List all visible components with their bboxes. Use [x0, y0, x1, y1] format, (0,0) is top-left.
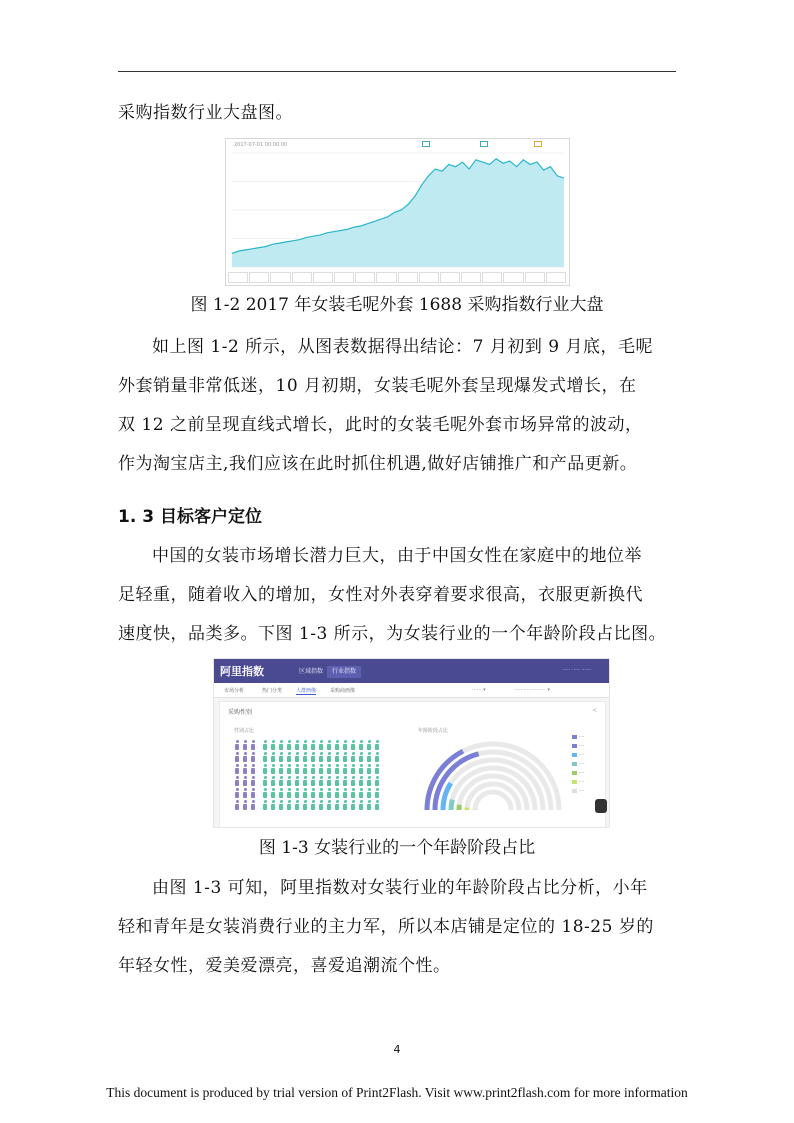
- female-person-icon: [294, 752, 300, 762]
- month-cell[interactable]: [355, 272, 375, 283]
- male-person-icon: [234, 752, 240, 762]
- female-person-icon: [302, 740, 308, 750]
- header-rule: [118, 71, 676, 72]
- month-cell[interactable]: [546, 272, 566, 283]
- legend-swatch: [572, 780, 577, 784]
- female-person-icon: [318, 788, 324, 798]
- text-line: 中国的女装市场增长潜力巨大，由于中国女性在家庭中的地位举: [152, 546, 642, 566]
- ali-index-logo: 阿里指数: [220, 665, 264, 678]
- female-person-icon: [342, 776, 348, 786]
- female-person-icon: [262, 800, 268, 810]
- female-person-icon: [270, 800, 276, 810]
- month-cell[interactable]: [228, 272, 248, 283]
- month-selector[interactable]: [228, 272, 567, 283]
- female-person-icon: [366, 800, 372, 810]
- female-person-icon: [334, 800, 340, 810]
- page-number: 4: [393, 1043, 401, 1056]
- legend-swatch: [572, 762, 577, 766]
- paragraph-conclusion: [118, 869, 712, 986]
- female-person-icon: [342, 764, 348, 774]
- female-person-icon: [326, 776, 332, 786]
- legend-row: ····: [572, 777, 584, 786]
- female-person-icon: [262, 740, 268, 750]
- female-person-icon: [350, 752, 356, 762]
- female-person-icon: [294, 788, 300, 798]
- female-person-icon: [342, 788, 348, 798]
- female-person-icon: [286, 740, 292, 750]
- text-line: 年轻女性，爱美爱漂亮，喜爱追潮流个性。: [118, 956, 451, 976]
- female-person-icon: [334, 740, 340, 750]
- subtab-crowd-profile[interactable]: 人群画像: [296, 688, 317, 694]
- legend-swatch: [572, 789, 577, 793]
- month-cell[interactable]: [334, 272, 354, 283]
- female-person-icon: [342, 752, 348, 762]
- month-cell[interactable]: [398, 272, 418, 283]
- month-cell[interactable]: [440, 272, 460, 283]
- purchase-index-area-chart: [226, 139, 569, 285]
- legend-swatch: [572, 744, 577, 748]
- female-person-icon: [358, 788, 364, 798]
- female-person-icon: [350, 764, 356, 774]
- female-person-icon: [358, 776, 364, 786]
- age-semicircle-chart: [418, 738, 568, 818]
- figure-1-2-purchase-index-chart: [225, 138, 570, 286]
- female-person-icon: [318, 776, 324, 786]
- month-cell[interactable]: [376, 272, 396, 283]
- top-nav-bar: [214, 659, 609, 683]
- legend-row: ····: [572, 786, 584, 795]
- legend-row: ····: [572, 768, 584, 777]
- text-line: 由图 1-3 可知，阿里指数对女装行业的年龄阶段占比分析，小年: [152, 878, 648, 898]
- text-line: 作为淘宝店主,我们应该在此时抓住机遇,做好店铺推广和产品更新。: [118, 454, 638, 474]
- male-person-icon: [242, 788, 248, 798]
- month-cell[interactable]: [249, 272, 269, 283]
- month-cell[interactable]: [270, 272, 290, 283]
- female-person-icon: [270, 752, 276, 762]
- intro-line: 采购指数行业大盘图。: [118, 103, 293, 123]
- male-person-icon: [250, 764, 256, 774]
- age-legend: [572, 732, 584, 795]
- month-cell[interactable]: [292, 272, 312, 283]
- figure-1-2-caption: 图 1-2 2017 年女装毛呢外套 1688 采购指数行业大盘: [190, 295, 604, 315]
- female-person-icon: [358, 752, 364, 762]
- text-line: 足轻重，随着收入的增加，女性对外表穿着要求很高，衣服更新换代: [118, 585, 643, 605]
- female-person-icon: [350, 800, 356, 810]
- female-person-icon: [286, 800, 292, 810]
- female-person-icon: [358, 740, 364, 750]
- month-cell[interactable]: [482, 272, 502, 283]
- female-person-icon: [342, 740, 348, 750]
- female-person-icon: [262, 752, 268, 762]
- month-cell[interactable]: [461, 272, 481, 283]
- legend-swatch: [572, 735, 577, 739]
- female-person-icon: [318, 740, 324, 750]
- female-person-icon: [326, 752, 332, 762]
- female-person-icon: [342, 800, 348, 810]
- male-person-icon: [242, 752, 248, 762]
- female-person-icon: [366, 776, 372, 786]
- paragraph-analysis: [118, 328, 712, 484]
- figure-1-3-age-distribution-screenshot: [213, 658, 610, 828]
- age-arc-value: [451, 800, 452, 810]
- text-line: 如上图 1-2 所示，从图表数据得出结论：7 月初到 9 月底，毛呢: [152, 337, 654, 357]
- female-person-icon: [366, 740, 372, 750]
- male-person-icon: [250, 740, 256, 750]
- section-heading: 1. 3 目标客户定位: [118, 507, 262, 527]
- female-person-icon: [294, 740, 300, 750]
- female-person-icon: [350, 740, 356, 750]
- female-person-icon: [262, 788, 268, 798]
- chart-timestamp: 2017-07-01 00:00:00: [234, 142, 288, 148]
- age-ratio-label: 年龄阶段占比: [418, 728, 449, 734]
- female-person-icon: [310, 788, 316, 798]
- female-person-icon: [286, 776, 292, 786]
- female-person-icon: [286, 764, 292, 774]
- male-person-icon: [242, 800, 248, 810]
- female-person-icon: [326, 764, 332, 774]
- female-person-icon: [302, 788, 308, 798]
- male-person-icon: [242, 764, 248, 774]
- female-person-icon: [278, 800, 284, 810]
- female-person-icon: [326, 740, 332, 750]
- female-person-icon: [374, 764, 380, 774]
- female-person-icon: [374, 800, 380, 810]
- female-person-icon: [286, 752, 292, 762]
- female-person-icon: [278, 740, 284, 750]
- male-person-icon: [242, 776, 248, 786]
- paragraph-target-market: [118, 537, 712, 654]
- subtab-market[interactable]: 市场分析: [224, 688, 245, 694]
- female-person-icon: [270, 740, 276, 750]
- male-person-icon: [242, 740, 248, 750]
- month-cell[interactable]: [419, 272, 439, 283]
- male-person-icon: [234, 776, 240, 786]
- female-person-icon: [366, 764, 372, 774]
- female-person-icon: [286, 788, 292, 798]
- share-icon[interactable]: <: [591, 707, 597, 714]
- female-person-icon: [326, 800, 332, 810]
- female-person-icon: [366, 788, 372, 798]
- female-person-icon: [278, 764, 284, 774]
- female-person-icon: [334, 776, 340, 786]
- female-person-icon: [310, 800, 316, 810]
- tab-region-index[interactable]: 区域指数: [299, 668, 324, 675]
- legend-row: ····: [572, 732, 584, 741]
- card-title: 采购性别: [228, 709, 253, 716]
- male-person-icon: [234, 800, 240, 810]
- female-person-icon: [310, 740, 316, 750]
- female-person-icon: [374, 776, 380, 786]
- date-range-dropdown[interactable]: ···················· ▾: [514, 687, 550, 693]
- trial-watermark-footer: This document is produced by trial version of Print2Flash. Visit www.print2flash.com for more information: [106, 1085, 688, 1100]
- filter-dropdown[interactable]: ······ ▾: [472, 687, 486, 693]
- female-person-icon: [334, 752, 340, 762]
- male-person-icon: [250, 752, 256, 762]
- text-line: 速度快，品类多。下图 1-3 所示，为女装行业的一个年龄阶段占比图。: [118, 624, 667, 644]
- text-line: 外套销量非常低迷，10 月初期，女装毛呢外套呈现爆发式增长，在: [118, 376, 637, 396]
- female-person-icon: [294, 800, 300, 810]
- male-icon-grid: [234, 740, 256, 810]
- sub-nav-bar: [214, 683, 609, 698]
- female-person-icon: [302, 752, 308, 762]
- feedback-button[interactable]: [595, 799, 607, 813]
- legend-swatch: [572, 771, 577, 775]
- male-person-icon: [250, 776, 256, 786]
- female-person-icon: [310, 776, 316, 786]
- male-person-icon: [234, 740, 240, 750]
- female-person-icon: [310, 752, 316, 762]
- index-area-fill: [232, 159, 564, 267]
- female-person-icon: [294, 764, 300, 774]
- subtab-hot-categories[interactable]: 热门分类: [262, 688, 283, 694]
- female-person-icon: [278, 788, 284, 798]
- subtab-buyer-profile[interactable]: 采购商画像: [330, 688, 356, 694]
- legend-row: ····: [572, 759, 584, 768]
- female-person-icon: [270, 776, 276, 786]
- female-person-icon: [270, 788, 276, 798]
- female-person-icon: [374, 752, 380, 762]
- female-person-icon: [318, 800, 324, 810]
- female-person-icon: [270, 764, 276, 774]
- age-arc-track: [475, 792, 511, 810]
- figure-1-3-caption: 图 1-3 女装行业的一个年龄阶段占比: [258, 838, 536, 858]
- female-person-icon: [302, 800, 308, 810]
- female-person-icon: [310, 764, 316, 774]
- month-cell[interactable]: [313, 272, 333, 283]
- female-person-icon: [318, 752, 324, 762]
- female-person-icon: [326, 788, 332, 798]
- female-person-icon: [350, 776, 356, 786]
- female-person-icon: [278, 752, 284, 762]
- male-person-icon: [250, 788, 256, 798]
- female-person-icon: [350, 788, 356, 798]
- legend-row: ····: [572, 741, 584, 750]
- female-person-icon: [262, 776, 268, 786]
- female-person-icon: [302, 776, 308, 786]
- female-icon-grid: [262, 740, 380, 810]
- tab-industry-index[interactable]: 行业指数: [327, 666, 361, 678]
- female-person-icon: [334, 764, 340, 774]
- text-line: 轻和青年是女装消费行业的主力军，所以本店铺是定位的 18-25 岁的: [118, 917, 654, 937]
- female-person-icon: [294, 776, 300, 786]
- female-person-icon: [366, 752, 372, 762]
- female-person-icon: [334, 788, 340, 798]
- female-person-icon: [358, 800, 364, 810]
- user-info[interactable]: ····· ····· ······: [562, 667, 591, 673]
- month-cell[interactable]: [503, 272, 523, 283]
- male-person-icon: [250, 800, 256, 810]
- female-person-icon: [302, 764, 308, 774]
- month-cell[interactable]: [525, 272, 545, 283]
- gender-card: [219, 701, 606, 828]
- female-person-icon: [358, 764, 364, 774]
- text-line: 双 12 之前呈现直线式增长，此时的女装毛呢外套市场异常的波动，: [118, 415, 643, 435]
- female-person-icon: [374, 740, 380, 750]
- gender-ratio-label: 性别占比: [234, 728, 255, 734]
- female-person-icon: [262, 764, 268, 774]
- female-person-icon: [278, 776, 284, 786]
- male-person-icon: [234, 764, 240, 774]
- legend-swatch: [572, 753, 577, 757]
- female-person-icon: [374, 788, 380, 798]
- legend-row: ····: [572, 750, 584, 759]
- female-person-icon: [318, 764, 324, 774]
- male-person-icon: [234, 788, 240, 798]
